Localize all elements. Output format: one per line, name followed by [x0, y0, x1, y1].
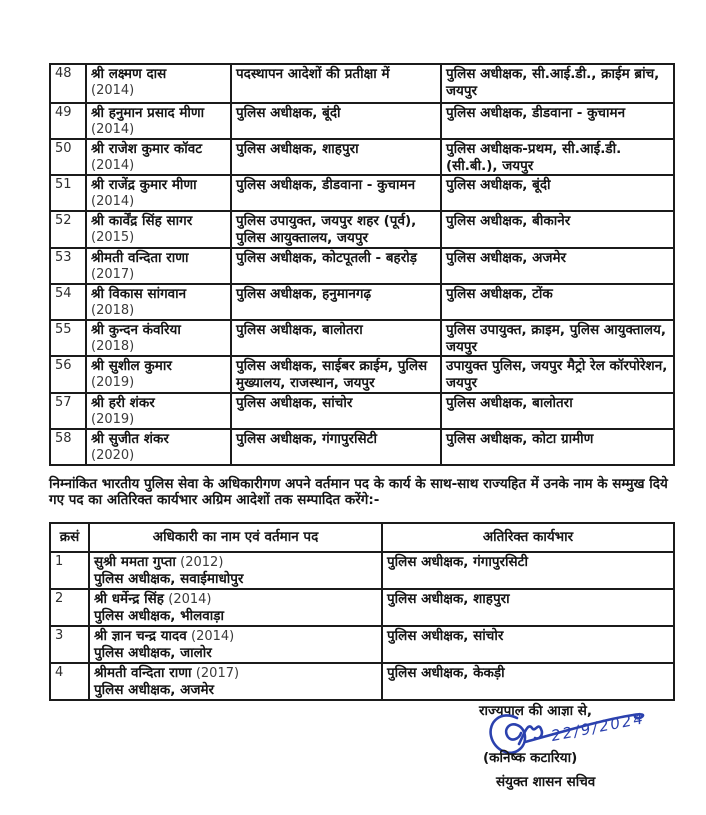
cell-officer-name: [86, 320, 231, 356]
cell-serial-no: [50, 248, 86, 284]
cell-current-post: [231, 103, 441, 139]
cell-officer-name: [86, 103, 231, 139]
new-post: पुलिस अधीक्षक, डीडवाना - कुचामन: [446, 105, 626, 121]
cell-serial-no: [50, 626, 89, 663]
current-post: पुलिस अधीक्षक, सवाईमाधोपुर: [94, 571, 244, 588]
batch-year: (2015): [91, 230, 135, 246]
additional-charge-row: [50, 589, 674, 626]
additional-charge-header-row: [50, 523, 674, 552]
cell-serial-no: [50, 356, 86, 392]
officer-name-line: [94, 591, 377, 608]
cell-officer-name: [86, 64, 231, 103]
additional-charge-row: [50, 663, 674, 700]
cell-officer-name: [86, 429, 231, 465]
new-post: पुलिस अधीक्षक, टोंक: [446, 285, 553, 302]
cell-serial-no: [50, 64, 86, 103]
cell-new-post: [441, 284, 674, 320]
transfer-row: [50, 393, 674, 429]
current-post: पुलिस अधीक्षक, शाहपुरा: [236, 141, 359, 157]
cell-serial-no: [50, 663, 89, 700]
new-post: पुलिस अधीक्षक, सी.आई.डी., क्राईम ब्रांच, जयपुर: [446, 66, 660, 99]
current-post: पुलिस अधीक्षक, भीलवाड़ा: [94, 608, 224, 625]
new-post: उपायुक्त पुलिस, जयपुर मैट्रो रेल कॉरपोरेशन, जयपुर: [446, 358, 668, 392]
cell-new-post: [441, 103, 674, 139]
header-additional-charge: अतिरिक्त कार्यभार: [382, 523, 674, 552]
current-post: पुलिस अधीक्षक, गंगापुरसिटी: [236, 430, 377, 447]
serial-no: 53: [55, 249, 72, 265]
signatory-name: (कनिष्क कटारिया): [483, 750, 578, 766]
new-post: पुलिस अधीक्षक, अजमेर: [446, 249, 567, 266]
batch-year: (2019): [91, 375, 135, 391]
batch-year: (2014): [91, 194, 135, 210]
officer-name: श्री सुजीत शंकर: [91, 430, 169, 447]
cell-serial-no: [50, 393, 86, 429]
batch-year: (2018): [91, 302, 135, 318]
new-post: पुलिस अधीक्षक, बीकानेर: [446, 213, 571, 230]
signatory-designation: संयुक्त शासन सचिव: [496, 774, 596, 790]
serial-no: 1: [55, 554, 64, 569]
serial-no: 52: [55, 213, 72, 229]
handwritten-date: 22/9/2024: [549, 709, 647, 745]
additional-charge: पुलिस अधीक्षक, सांचोर: [387, 628, 504, 644]
current-post: पुलिस अधीक्षक, बूंदी: [236, 105, 341, 121]
transfer-row: [50, 284, 674, 320]
new-post: पुलिस अधीक्षक, बालोतरा: [446, 394, 573, 411]
current-post: पुलिस उपायुक्त, जयपुर शहर (पूर्व), पुलिस आयुक्तालय, जयपुर: [236, 213, 417, 247]
cell-new-post: [441, 356, 674, 392]
cell-new-post: [441, 211, 674, 247]
current-post: पुलिस अधीक्षक, अजमेर: [94, 682, 215, 699]
header-officer-name-post: अधिकारी का नाम एवं वर्तमान पद: [89, 523, 382, 552]
cell-current-post: [231, 284, 441, 320]
cell-officer-name: [86, 284, 231, 320]
officer-name: श्री विकास सांगवान: [91, 285, 187, 302]
cell-serial-no: [50, 589, 89, 626]
cell-current-post: [231, 248, 441, 284]
batch-year: (2020): [91, 447, 135, 463]
serial-no: 57: [55, 394, 72, 410]
officer-name: सुश्री ममता गुप्ता: [94, 554, 176, 570]
current-post: पुलिस अधीक्षक, सांचोर: [236, 394, 353, 411]
cell-additional-charge: [382, 626, 674, 663]
current-post: पुलिस अधीक्षक, हनुमानगढ़: [236, 285, 372, 302]
additional-charge-row: [50, 552, 674, 589]
officer-name: श्रीमती वन्दिता राणा: [91, 249, 189, 266]
batch-year: (2012): [180, 555, 224, 570]
batch-year: (2014): [168, 592, 212, 607]
cell-officer-name-post: [89, 626, 382, 663]
cell-new-post: [441, 175, 674, 211]
cell-new-post: [441, 393, 674, 429]
current-post: पुलिस अधीक्षक, कोटपूतली - बहरोड़: [236, 249, 417, 266]
cell-new-post: [441, 64, 674, 103]
serial-no: 2: [55, 591, 64, 606]
transfer-row: [50, 64, 674, 103]
current-post: पुलिस अधीक्षक, डीडवाना - कुचामन: [236, 177, 416, 194]
officer-name: श्री हरी शंकर: [91, 394, 155, 411]
cell-officer-name: [86, 248, 231, 284]
serial-no: 4: [55, 665, 64, 680]
transfer-row: [50, 211, 674, 247]
transfer-row: [50, 429, 674, 465]
cell-officer-name: [86, 175, 231, 211]
cell-new-post: [441, 139, 674, 175]
cell-current-post: [231, 320, 441, 356]
serial-no: 49: [55, 105, 72, 120]
cell-serial-no: [50, 211, 86, 247]
serial-no: 48: [55, 66, 72, 81]
cell-new-post: [441, 320, 674, 356]
batch-year: (2018): [91, 338, 135, 354]
cell-current-post: [231, 356, 441, 392]
officer-name: श्री धर्मेन्द्र सिंह: [94, 591, 164, 607]
transfer-row: [50, 356, 674, 392]
cell-current-post: [231, 211, 441, 247]
current-post: पुलिस अधीक्षक, जालोर: [94, 645, 212, 662]
transfer-row: [50, 103, 674, 139]
serial-no: 50: [55, 141, 72, 156]
cell-serial-no: [50, 284, 86, 320]
cell-additional-charge: [382, 663, 674, 700]
batch-year: (2014): [91, 82, 135, 98]
additional-charge-paragraph: निम्नांकित भारतीय पुलिस सेवा के अधिकारीगण अपने वर्तमान पद के कार्य के साथ-साथ राज्यहित में उनके नाम के सम्मुख दिये गए पद का अतिरिक्त कार्यभार अग्रिम आदेशों तक सम्पादित करेंगे:-: [49, 476, 668, 509]
additional-charge: पुलिस अधीक्षक, केकड़ी: [387, 665, 505, 681]
new-post: पुलिस अधीक्षक-प्रथम, सी.आई.डी. (सी.बी.), जयपुर: [446, 141, 622, 174]
transfer-row: [50, 139, 674, 175]
officer-name: श्रीमती वन्दिता राणा: [94, 665, 192, 681]
cell-officer-name: [86, 393, 231, 429]
officer-name: श्री सुशील कुमार: [91, 358, 172, 375]
cell-officer-name-post: [89, 589, 382, 626]
serial-no: 56: [55, 358, 72, 374]
cell-officer-name: [86, 211, 231, 247]
cell-new-post: [441, 248, 674, 284]
serial-no: 3: [55, 628, 64, 643]
cell-current-post: [231, 64, 441, 103]
transfer-row: [50, 320, 674, 356]
cell-officer-name: [86, 139, 231, 175]
officer-name: श्री कार्वेंद्र सिंह सागर: [91, 213, 193, 230]
officer-name: श्री हनुमान प्रसाद मीणा: [91, 105, 205, 121]
transfer-table-continued: [49, 63, 673, 466]
officer-name-line: [94, 628, 377, 645]
officer-name-line: [94, 665, 377, 682]
cell-serial-no: [50, 103, 86, 139]
new-post: पुलिस उपायुक्त, क्राइम, पुलिस आयुक्तालय, जयपुर: [446, 321, 666, 355]
cell-current-post: [231, 139, 441, 175]
current-post: पुलिस अधीक्षक, साईबर क्राईम, पुलिस मुख्यालय, राजस्थान, जयपुर: [236, 358, 428, 392]
serial-no: 55: [55, 321, 72, 337]
new-post: पुलिस अधीक्षक, कोटा ग्रामीण: [446, 430, 594, 447]
batch-year: (2014): [91, 157, 135, 173]
serial-no: 54: [55, 285, 72, 301]
header-serial-no: क्रसं: [50, 523, 89, 552]
additional-charge-table: [49, 522, 673, 701]
current-post: पदस्थापन आदेशों की प्रतीक्षा में: [236, 66, 390, 82]
additional-charge-row: [50, 626, 674, 663]
additional-charge: पुलिस अधीक्षक, शाहपुरा: [387, 591, 510, 607]
officer-name: श्री राजेंद्र कुमार मीणा: [91, 177, 197, 194]
current-post: पुलिस अधीक्षक, बालोतरा: [236, 321, 363, 338]
cell-officer-name-post: [89, 552, 382, 589]
by-order-of-governor-line: राज्यपाल की आज्ञा से,: [479, 703, 593, 719]
cell-current-post: [231, 429, 441, 465]
batch-year: (2014): [191, 629, 235, 644]
cell-serial-no: [50, 175, 86, 211]
cell-serial-no: [50, 139, 86, 175]
cell-current-post: [231, 175, 441, 211]
cell-additional-charge: [382, 552, 674, 589]
batch-year: (2014): [91, 121, 135, 137]
cell-new-post: [441, 429, 674, 465]
cell-officer-name: [86, 356, 231, 392]
new-post: पुलिस अधीक्षक, बूंदी: [446, 177, 551, 194]
transfer-row: [50, 175, 674, 211]
cell-additional-charge: [382, 589, 674, 626]
cell-serial-no: [50, 552, 89, 589]
serial-no: 51: [55, 177, 72, 193]
officer-name: श्री कुन्दन कंवरिया: [91, 321, 181, 338]
officer-name: श्री राजेश कुमार कॉवट: [91, 141, 203, 157]
cell-serial-no: [50, 429, 86, 465]
additional-charge: पुलिस अधीक्षक, गंगापुरसिटी: [387, 554, 528, 570]
serial-no: 58: [55, 430, 72, 446]
officer-name: श्री लक्ष्मण दास: [91, 66, 167, 82]
cell-officer-name-post: [89, 663, 382, 700]
batch-year: (2017): [195, 666, 240, 681]
cell-serial-no: [50, 320, 86, 356]
cell-current-post: [231, 393, 441, 429]
batch-year: (2019): [91, 411, 135, 427]
officer-name-line: [94, 554, 377, 571]
batch-year: (2017): [91, 266, 135, 282]
transfer-row: [50, 248, 674, 284]
officer-name: श्री ज्ञान चन्द्र यादव: [94, 628, 187, 644]
